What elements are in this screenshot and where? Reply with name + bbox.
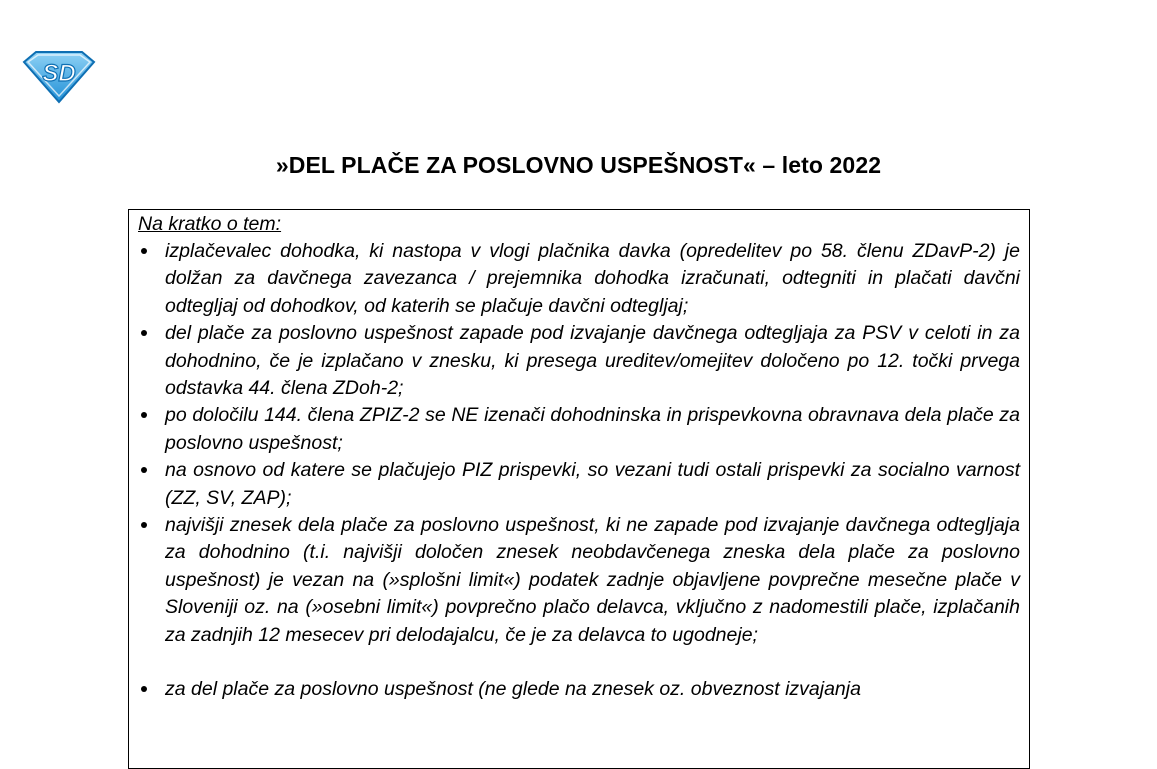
summary-heading: Na kratko o tem: [138,213,282,235]
list-item: za del plače za poslovno uspešnost (ne glede na znesek oz. obveznost izvajanja [138,676,1020,703]
list-item: na osnovo od katere se plačujejo PIZ prispevki, so vezani tudi ostali prispevki za socialno varnost (ZZ, SV, ZAP); [138,457,1020,512]
list-item: izplačevalec dohodka, ki nastopa v vlogi plačnika davka (opredelitev po 58. členu ZDavP-2) je dolžan za davčnega zavezanca / prejemnika dohodka izračunati, odtegniti in plačati davčni odtegljaj od dohodkov, od katerih se plačuje davčni odtegljaj; [138,238,1020,320]
list-item: najvišji znesek dela plače za poslovno uspešnost, ki ne zapade pod izvajanje davčnega odtegljaja za dohodnino (t.i. najvišji določen znesek neobdavčenega zneska dela plače za poslovno uspešnost) je vezan na (»splošni limit«) podatek zadnje objavljene povprečne mesečne plače v Sloveniji oz. na (»osebni limit«) povprečno plačo delavca, vključno z nadomestili plače, izplačanih za zadnjih 12 mesecev pri delodajalcu, če je za delavca to ugodneje; [138,512,1020,649]
list-item: po določilu 144. člena ZPIZ-2 se NE izenači dohodninska in prispevkovna obravnava dela plače za poslovno uspešnost; [138,402,1020,457]
logo-lettering: SD [42,60,76,87]
list-item: del plače za poslovno uspešnost zapade pod izvajanje davčnega odtegljaja za PSV v celoti in za dohodnino, če je izplačano v znesku, ki presega ureditev/omejitev določeno po 12. točki prvega odstavka 44. člena ZDoh-2; [138,320,1020,402]
summary-list [138,238,1020,704]
company-logo [22,50,96,104]
document-title: »DEL PLAČE ZA POSLOVNO USPEŠNOST« – leto 2022 [275,152,882,178]
